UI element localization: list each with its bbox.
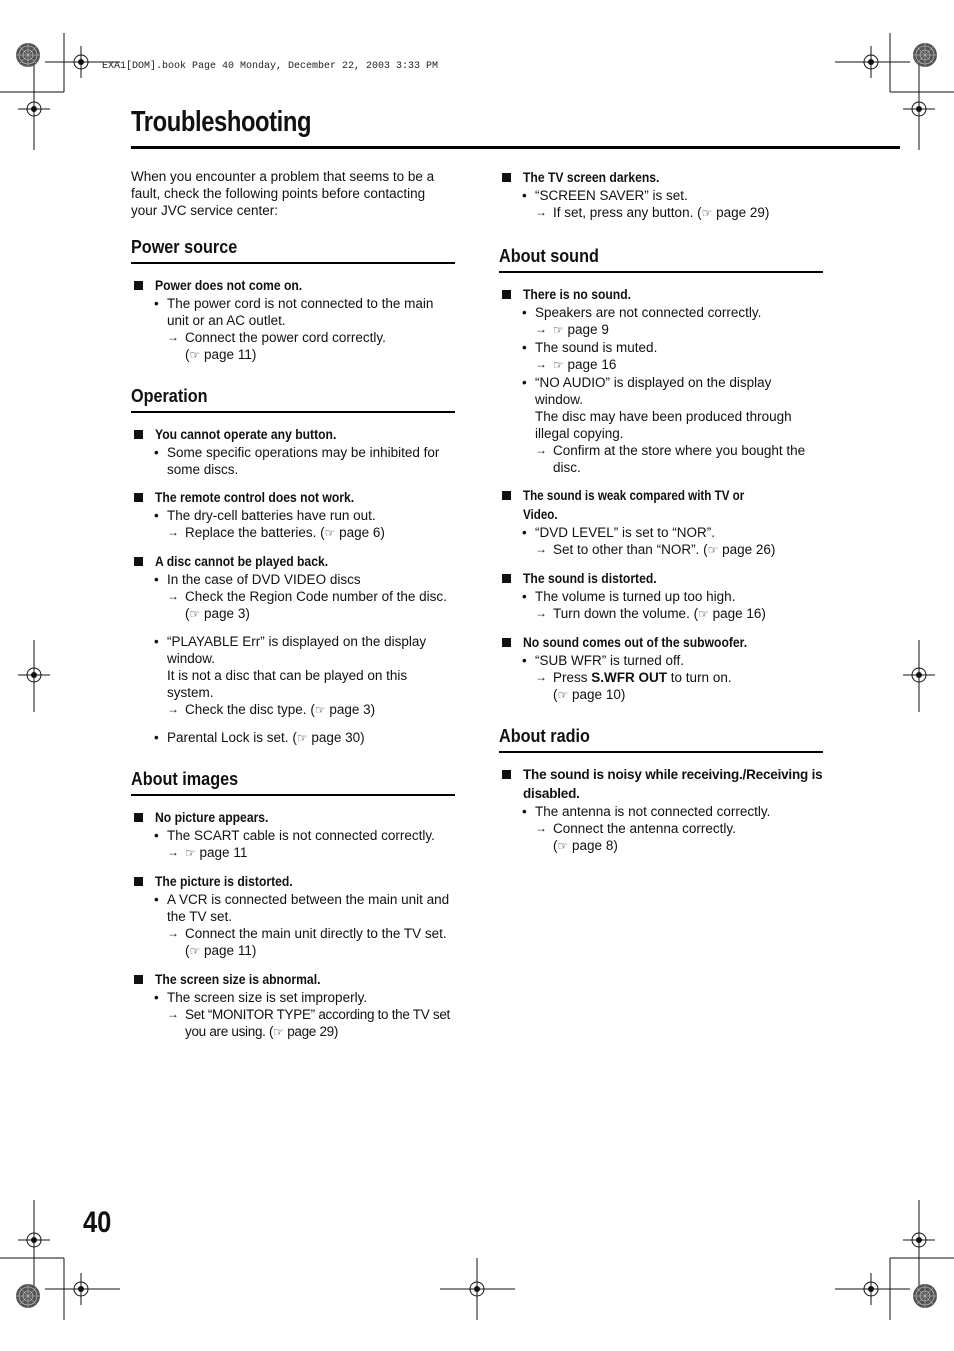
cause-text: • The SCART cable is not connected correctly. <box>167 828 435 843</box>
remedy-text: → Connect the power cord correctly. (☞ page 11) <box>167 330 386 362</box>
problem-item <box>499 486 823 559</box>
bullet-item <box>499 803 823 855</box>
arrow-icon: → <box>167 1007 179 1021</box>
section-rule <box>131 794 455 796</box>
remedy-text: → Replace the batteries. (☞ page 6) <box>167 525 385 540</box>
pointing-hand-icon: ☞ <box>189 944 201 958</box>
page-reference: page 29 <box>716 205 765 220</box>
page-reference: page 11 <box>204 943 252 958</box>
section-about-images-continued <box>499 168 823 222</box>
problem-heading: No picture appears. <box>131 808 455 827</box>
page-reference: page 16 <box>567 357 617 372</box>
remedy-text: → Check the disc type. (☞ page 3) <box>167 702 376 717</box>
pointing-hand-icon: ☞ <box>557 688 569 702</box>
pointing-hand-icon: ☞ <box>185 846 196 860</box>
bullet-item <box>499 374 823 476</box>
pointing-hand-icon: ☞ <box>296 731 308 745</box>
problem-heading: The remote control does not work. <box>131 488 455 507</box>
arrow-icon: → <box>167 926 179 940</box>
problem-heading: There is no sound. <box>499 285 823 304</box>
remedy-text: → Set to other than “NOR”. (☞ page 26) <box>535 542 776 557</box>
problem-item <box>499 633 823 704</box>
cause-text: • The power cord is not connected to the main unit or an AC outlet. <box>167 296 434 328</box>
problem-heading: Power does not come on. <box>131 276 455 295</box>
pointing-hand-icon: ☞ <box>698 607 709 621</box>
section-rule <box>131 262 455 264</box>
section-rule <box>499 751 823 753</box>
cause-text: • The dry-cell batteries have run out. <box>167 508 376 523</box>
cause-text: • “NO AUDIO” is displayed on the display window. <box>535 375 772 407</box>
right-column <box>499 168 823 877</box>
remedy-text: → Press S.WFR OUT to turn on. (☞ page 10) <box>535 670 732 702</box>
cause-text: • Some specific operations may be inhibited for some discs. <box>167 445 440 477</box>
remedy-text: → Set “MONITOR TYPE” according to the TV set you are using. (☞ page 29) <box>167 1007 451 1039</box>
arrow-icon: → <box>167 845 179 859</box>
arrow-icon: → <box>535 443 547 457</box>
arrow-icon: → <box>167 702 179 716</box>
bullet-item <box>131 827 455 862</box>
bullet-item <box>131 571 455 623</box>
cause-text: • In the case of DVD VIDEO discs <box>167 572 361 587</box>
section-rule <box>131 411 455 413</box>
problem-item <box>131 808 455 862</box>
problem-heading: No sound comes out of the subwoofer. <box>499 633 823 652</box>
cause-text: • Speakers are not connected correctly. <box>535 305 762 320</box>
page-reference: page 29 <box>287 1024 334 1039</box>
bullet-item <box>499 187 823 222</box>
square-bullet-icon <box>502 638 511 647</box>
problem-heading: The screen size is abnormal. <box>131 970 455 989</box>
problem-item <box>131 552 455 747</box>
problem-item <box>499 285 823 476</box>
problem-item <box>499 569 823 623</box>
cause-text: • “DVD LEVEL” is set to “NOR”. <box>535 525 716 540</box>
remedy-text: → Connect the antenna correctly. (☞ page 8) <box>535 821 736 853</box>
page-reference: page 3 <box>329 702 371 717</box>
arrow-icon: → <box>535 821 547 835</box>
remedy-text <box>535 321 823 339</box>
cause-text: • The volume is turned up too high. <box>535 589 736 604</box>
bullet-item <box>131 507 455 542</box>
bullet-item <box>499 588 823 623</box>
remedy-text <box>167 844 455 862</box>
remedy-text: → Connect the main unit directly to the TV set. (☞ page 11) <box>167 926 447 958</box>
pointing-hand-icon: ☞ <box>314 703 326 717</box>
cause-text: • The sound is muted. <box>535 340 658 355</box>
problem-item <box>499 765 823 855</box>
pointing-hand-icon: ☞ <box>324 526 336 540</box>
intro-text: When you encounter a problem that seems to be a fault, check the following points before contacting your JVC service center: <box>131 169 435 218</box>
bullet-item <box>499 339 823 374</box>
arrow-icon: → <box>167 525 179 539</box>
pointing-hand-icon: ☞ <box>701 206 713 220</box>
page-reference: page 26 <box>722 542 771 557</box>
arrow-icon: → <box>535 670 547 684</box>
cause-text: • “SCREEN SAVER” is set. <box>535 188 688 203</box>
section-title: Operation <box>131 386 208 406</box>
pointing-hand-icon: ☞ <box>707 543 719 557</box>
square-bullet-icon <box>134 281 143 290</box>
bullet-item <box>131 295 455 364</box>
note-text: It is not a disc that can be played on this system. <box>167 668 408 700</box>
square-bullet-icon <box>134 877 143 886</box>
problem-item <box>131 488 455 542</box>
arrow-icon: → <box>167 589 179 603</box>
remedy-text: → Check the Region Code number of the disc. (☞ page 3) <box>167 589 447 621</box>
page-reference: page 11 <box>199 845 248 860</box>
cause-text: • A VCR is connected between the main unit and the TV set. <box>167 892 450 924</box>
page-reference: page 10 <box>572 687 621 702</box>
note-text: The disc may have been produced through illegal copying. <box>535 409 792 441</box>
cause-text: • The screen size is set improperly. <box>167 990 368 1005</box>
bullet-item <box>499 304 823 339</box>
square-bullet-icon <box>502 770 511 779</box>
pointing-hand-icon: ☞ <box>189 348 201 362</box>
arrow-icon: → <box>535 542 547 556</box>
bullet-item <box>131 989 455 1041</box>
section-power-source <box>131 237 455 364</box>
page-reference: page 6 <box>339 525 381 540</box>
square-bullet-icon <box>502 574 511 583</box>
section-rule <box>499 271 823 273</box>
section-title: About sound <box>499 246 599 266</box>
remedy-text <box>535 356 823 374</box>
problem-item <box>131 276 455 364</box>
bullet-item <box>131 444 455 478</box>
arrow-icon: → <box>535 322 547 336</box>
bullet-item <box>131 729 455 747</box>
pointing-hand-icon: ☞ <box>557 839 569 853</box>
cause-text: • “SUB WFR” is turned off. <box>535 653 685 668</box>
arrow-icon: → <box>535 606 547 620</box>
problem-heading: The sound is weak compared with TV or Video. <box>499 486 823 524</box>
cause-text: • The antenna is not connected correctly. <box>535 804 771 819</box>
bullet-item <box>499 652 823 704</box>
problem-heading: A disc cannot be played back. <box>131 552 455 571</box>
remedy-text: → Turn down the volume. (☞ page 16) <box>535 606 766 621</box>
cause-text: • Parental Lock is set. (☞ page 30) <box>167 730 365 745</box>
problem-item <box>131 872 455 960</box>
square-bullet-icon <box>134 430 143 439</box>
page-reference: page 8 <box>572 838 614 853</box>
page-reference: page 11 <box>204 347 252 362</box>
problem-heading: The sound is distorted. <box>499 569 823 588</box>
bullet-item <box>131 891 455 960</box>
pointing-hand-icon: ☞ <box>189 607 201 621</box>
square-bullet-icon <box>502 173 511 182</box>
arrow-icon: → <box>167 330 179 344</box>
page-reference: page 9 <box>567 322 609 337</box>
problem-heading: The picture is distorted. <box>131 872 455 891</box>
square-bullet-icon <box>502 290 511 299</box>
print-header: EXA1[DOM].book Page 40 Monday, December 22, 2003 3:33 PM <box>102 61 439 72</box>
section-title: About radio <box>499 726 590 746</box>
page-number: 40 <box>83 1206 112 1239</box>
section-title: About images <box>131 769 239 789</box>
cause-text: • “PLAYABLE Err” is displayed on the display window. <box>167 634 427 666</box>
remedy-text: → Confirm at the store where you bought the disc. <box>535 443 806 475</box>
bullet-item <box>131 633 455 719</box>
page-reference: page 16 <box>712 606 762 621</box>
pointing-hand-icon: ☞ <box>553 358 564 372</box>
square-bullet-icon <box>134 493 143 502</box>
arrow-icon: → <box>535 205 547 219</box>
title-rule <box>131 146 900 149</box>
square-bullet-icon <box>134 975 143 984</box>
section-about-radio <box>499 726 823 855</box>
remedy-text: → If set, press any button. (☞ page 29) <box>535 205 770 220</box>
problem-item <box>131 425 455 478</box>
pointing-hand-icon: ☞ <box>273 1025 284 1039</box>
square-bullet-icon <box>502 491 511 500</box>
section-about-images <box>131 769 455 1041</box>
problem-heading: The TV screen darkens. <box>499 168 823 187</box>
page-reference: page 3 <box>204 606 246 621</box>
button-name: S.WFR OUT <box>591 670 668 685</box>
section-title: Power source <box>131 237 238 257</box>
page-title: Troubleshooting <box>131 106 312 138</box>
left-column <box>131 168 455 1063</box>
square-bullet-icon <box>134 813 143 822</box>
section-operation <box>131 386 455 747</box>
pointing-hand-icon: ☞ <box>553 323 564 337</box>
bullet-item <box>499 524 823 559</box>
section-about-sound <box>499 246 823 704</box>
problem-heading: You cannot operate any button. <box>131 425 455 444</box>
problem-heading: The sound is noisy while receiving./Receiving is disabled. <box>499 765 823 803</box>
page-reference: page 30 <box>311 730 361 745</box>
arrow-icon: → <box>535 357 547 371</box>
square-bullet-icon <box>134 557 143 566</box>
problem-item <box>499 168 823 222</box>
problem-item <box>131 970 455 1041</box>
